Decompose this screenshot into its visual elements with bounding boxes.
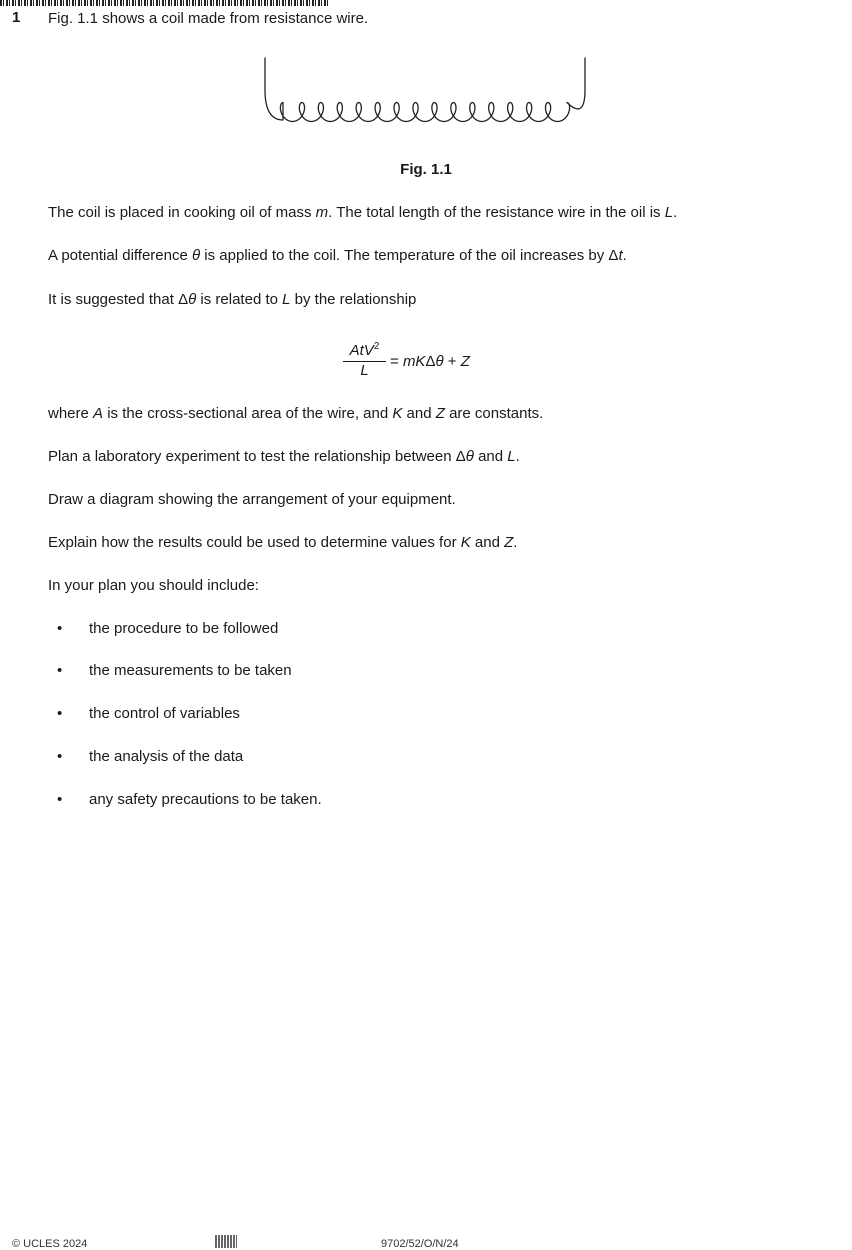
footer-paper-code: 9702/52/O/N/24	[381, 1238, 459, 1250]
bullet-marker: •	[57, 662, 63, 679]
bullet-marker: •	[57, 705, 63, 722]
resistance-wire-coil	[265, 58, 585, 122]
bullet-marker: •	[57, 791, 63, 808]
bullet-item-control-variables: the control of variables	[89, 705, 240, 722]
bullet-item-analysis: the analysis of the data	[89, 748, 244, 765]
footer-qr-code	[215, 1235, 237, 1248]
bullet-item-measurements: the measurements to be taken	[89, 662, 292, 679]
paragraph-plan-include: In your plan you should include:	[48, 577, 259, 594]
equation-right-side: = mKΔθ + Z	[390, 353, 470, 370]
bullet-item-procedure: the procedure to be followed	[89, 620, 279, 637]
question-intro: Fig. 1.1 shows a coil made from resistance wire.	[48, 10, 369, 27]
paragraph-explain-results: Explain how the results could be used to determine values for K and Z.	[48, 534, 518, 551]
equation-numerator: AtV$^2$	[343, 342, 386, 362]
paragraph-suggested-relationship: It is suggested that Δθ is related to L by the relationship	[48, 291, 417, 308]
figure-caption: Fig. 1.1	[400, 161, 452, 178]
footer-copyright: © UCLES 2024	[12, 1238, 88, 1250]
question-number: 1	[12, 9, 21, 26]
equation-fraction	[343, 342, 386, 380]
paragraph-definitions: where A is the cross-sectional area of the wire, and K and Z are constants.	[48, 405, 544, 422]
paragraph-plan-experiment: Plan a laboratory experiment to test the relationship between Δθ and L.	[48, 448, 520, 465]
coil-figure	[255, 50, 595, 140]
bullet-marker: •	[57, 620, 63, 637]
top-barcode	[0, 0, 330, 6]
paragraph-oil-mass: The coil is placed in cooking oil of mass m. The total length of the resistance wire in the oil is L.	[48, 204, 678, 221]
bullet-item-safety: any safety precautions to be taken.	[89, 791, 322, 808]
bullet-marker: •	[57, 748, 63, 765]
paragraph-potential-difference: A potential difference θ is applied to the coil. The temperature of the oil increases by Δt.	[48, 247, 627, 264]
paragraph-draw-diagram: Draw a diagram showing the arrangement of your equipment.	[48, 491, 456, 508]
equation-denominator: L	[360, 362, 369, 379]
